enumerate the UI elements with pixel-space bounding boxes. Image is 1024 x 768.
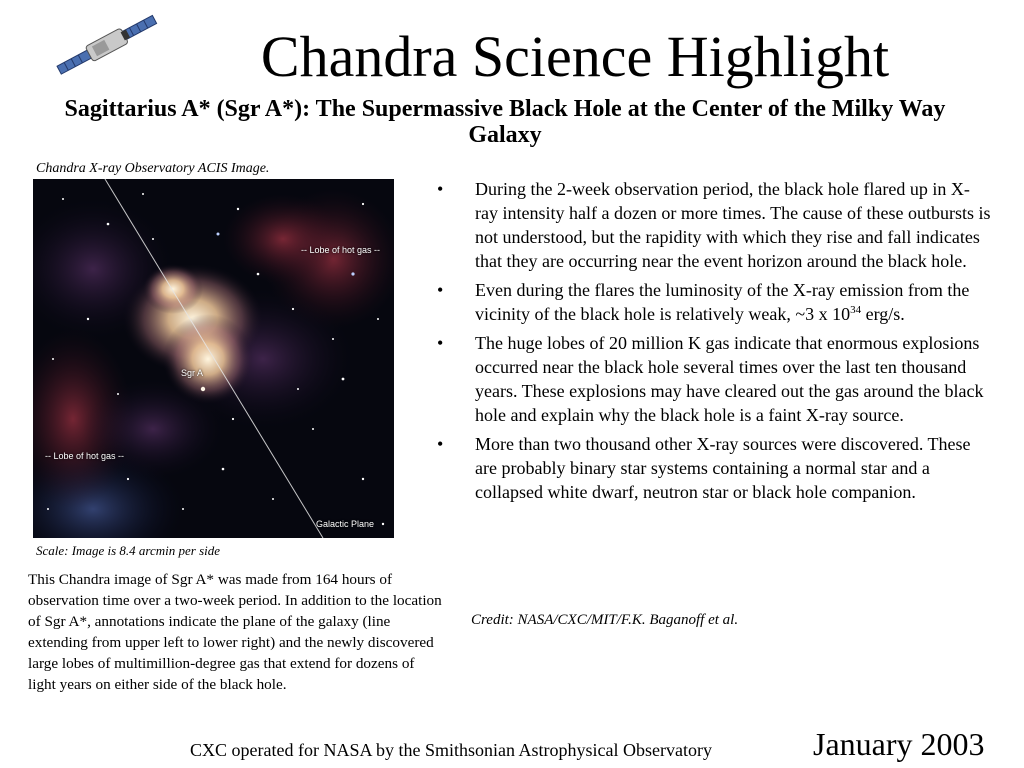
bullet-icon: • xyxy=(437,280,444,300)
bullet-item xyxy=(433,177,991,273)
bullet-text: The huge lobes of 20 million K gas indicate that enormous explosions occurred near the black hole several times over the last ten thousand years. These explosions may have cleared out the gas around the black hole and explain why the black hole is a faint X-ray source. xyxy=(475,333,984,425)
lobe-lower-label: -- Lobe of hot gas -- xyxy=(45,451,125,461)
footer-organization: CXC operated for NASA by the Smithsonian Astrophysical Observatory xyxy=(190,740,712,760)
bullet-text: Even during the flares the luminosity of the X-ray emission from the vicinity of the black hole is relatively weak, ~3 x 10 xyxy=(475,280,970,324)
bullet-text: More than two thousand other X-ray sources were discovered. These are probably binary star systems containing a normal star and a collapsed white dwarf, neutron star or black hole companion. xyxy=(475,434,971,502)
page-title: Chandra Science Highlight xyxy=(260,24,890,89)
bullet-text: During the 2-week observation period, the black hole flared up in X-ray intensity half a dozen or more times. The cause of these outbursts is not understood, but the rapidity with which they rise and fall indicates that they are occurring near the event horizon around the black hole. xyxy=(475,179,991,271)
image-credit: Credit: NASA/CXC/MIT/F.K. Baganoff et al. xyxy=(471,612,739,628)
bullet-icon: • xyxy=(437,179,444,199)
bullet-item xyxy=(433,432,991,504)
xray-image-graphic xyxy=(33,179,394,538)
galactic-plane-label: Galactic Plane xyxy=(316,519,375,529)
bullet-item xyxy=(433,331,991,427)
luminosity-exponent: 34 xyxy=(850,304,862,316)
chandra-satellite-icon xyxy=(50,14,166,80)
page-subtitle: Sagittarius A* (Sgr A*): The Supermassive Black Hole at the Center of the Milky Way Galaxy xyxy=(64,96,946,148)
bullet-item xyxy=(433,278,991,326)
lobe-upper-label: -- Lobe of hot gas -- xyxy=(301,245,381,255)
bullet-text-unit: erg/s. xyxy=(861,304,905,324)
bullet-list xyxy=(433,177,991,509)
bullet-icon: • xyxy=(437,434,444,454)
image-caption: Chandra X-ray Observatory ACIS Image. xyxy=(36,161,270,176)
image-scale-note: Scale: Image is 8.4 arcmin per side xyxy=(36,543,221,558)
footer-date: January 2003 xyxy=(813,726,985,762)
image-description: This Chandra image of Sgr A* was made from 164 hours of observation time over a two-week period. In addition to the location of Sgr A*, annotations indicate the plane of the galaxy (line extending from upper left to lower right) and the newly discovered large lobes of multimillion-degree gas that extend for dozens of light years on either side of the black hole. xyxy=(28,571,442,693)
xray-image xyxy=(33,179,394,538)
bullet-icon: • xyxy=(437,333,444,353)
sgr-a-label: Sgr A xyxy=(181,368,204,378)
